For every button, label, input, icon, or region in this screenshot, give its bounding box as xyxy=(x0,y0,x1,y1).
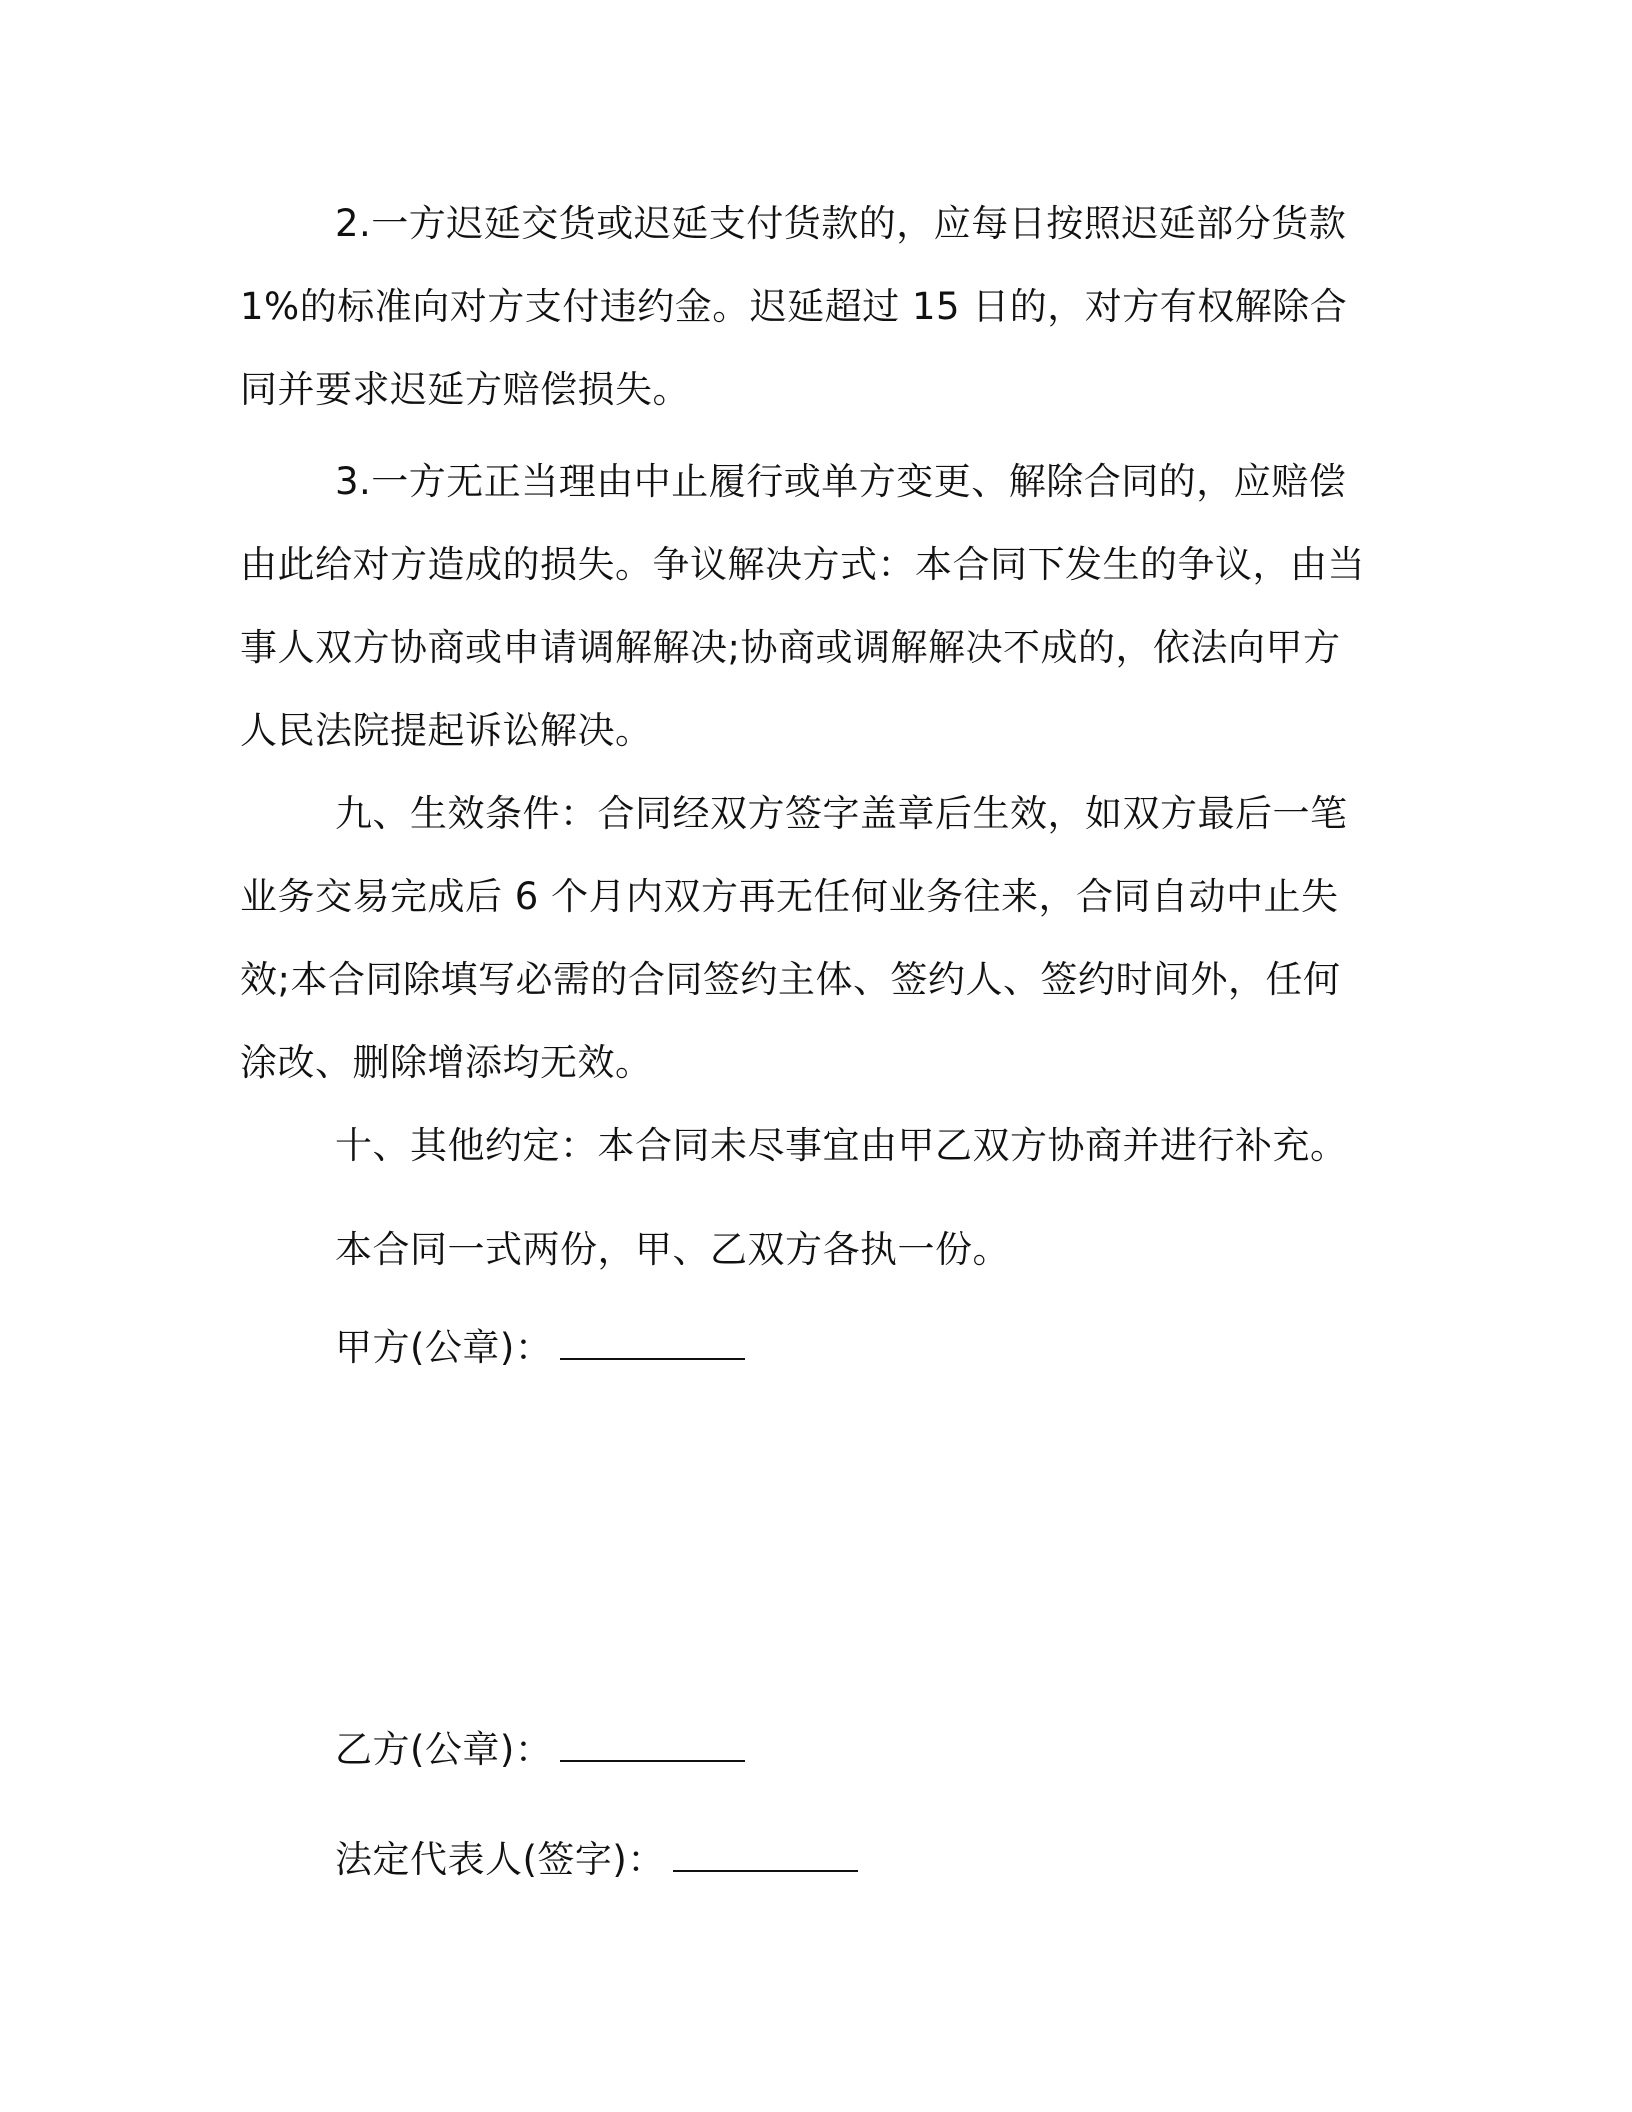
copies-statement: 本合同一式两份，甲、乙双方各执一份。 xyxy=(335,1228,1010,1271)
party-b-signature-line xyxy=(335,1720,745,1780)
clause-2-breach-delay: 2.一方迟延交货或迟延支付货款的，应每日按照迟延部分货款1%的标准向对方支付违约金。迟延超过 15 日的，对方有权解除合同并要求迟延方赔偿损失。 xyxy=(240,202,1348,411)
legal-rep-label: 法定代表人(签字)： xyxy=(335,1838,665,1881)
clause-3-termination-dispute: 3.一方无正当理由中止履行或单方变更、解除合同的，应赔偿由此给对方造成的损失。争议解决方式：本合同下发生的争议，由当事人双方协商或申请调解解决;协商或调解解决不成的，依法向甲方人民法院提起诉讼解决。 xyxy=(240,460,1365,752)
legal-rep-signature-line xyxy=(335,1830,858,1890)
party-a-signature-line xyxy=(335,1318,745,1378)
party-b-blank xyxy=(560,1760,745,1762)
party-a-blank xyxy=(560,1358,745,1360)
clause-10-other-agreements: 十、其他约定：本合同未尽事宜由甲乙双方协商并进行补充。 xyxy=(335,1124,1348,1167)
legal-rep-blank xyxy=(673,1870,858,1872)
party-b-label: 乙方(公章)： xyxy=(335,1728,553,1771)
party-a-label: 甲方(公章)： xyxy=(335,1326,553,1369)
clause-9-effective-conditions: 九、生效条件：合同经双方签字盖章后生效，如双方最后一笔业务交易完成后 6 个月内双方再无任何业务往来，合同自动中止失效;本合同除填写必需的合同签约主体、签约人、签约时间外，任何涂改、删除增添均无效。 xyxy=(240,792,1348,1084)
